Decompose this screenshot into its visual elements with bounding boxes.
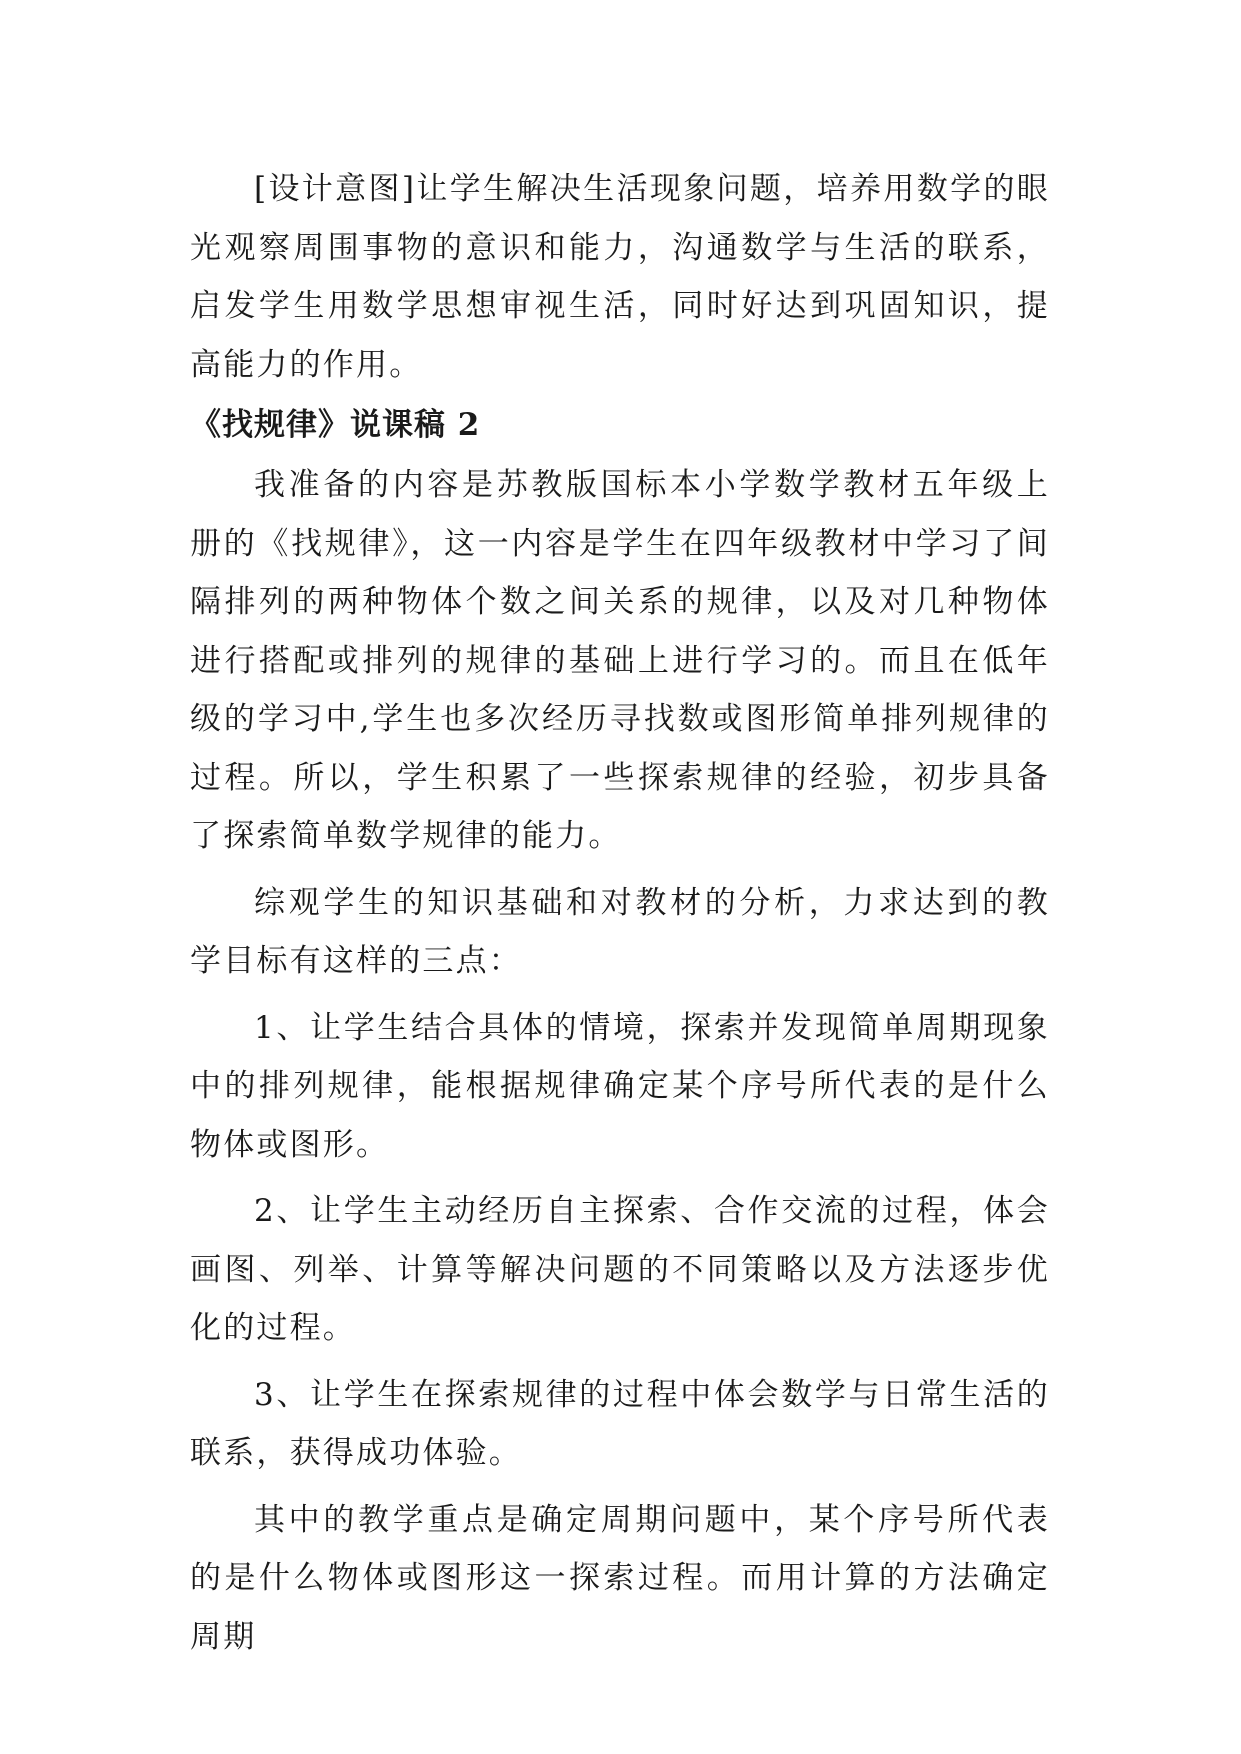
section-title: 《找规律》说课稿 2 xyxy=(190,407,481,443)
design-intent-paragraph: [设计意图]让学生解决生活现象问题，培养用数学的眼光观察周围事物的意识和能力，沟通数学与生活的联系，启发学生用数学思想审视生活，同时好达到巩固知识，提高能力的作用。 xyxy=(190,171,1050,383)
key-point-paragraph: 其中的教学重点是确定周期问题中，某个序号所代表的是什么物体或图形这一探索过程。而用计算的方法确定周期 xyxy=(190,1501,1050,1655)
content-intro-paragraph: 我准备的内容是苏教版国标本小学数学教材五年级上册的《找规律》，这一内容是学生在四年级教材中学习了间隔排列的两种物体个数之间关系的规律，以及对几种物体进行搭配或排列的规律的基础上进行学习的。而且在低年级的学习中,学生也多次经历寻找数或图形简单排列规律的过程。所以，学生积累了一些探索规律的经验，初步具备了探索简单数学规律的能力。 xyxy=(190,467,1050,854)
document-page xyxy=(190,160,1050,1666)
goals-intro-paragraph: 综观学生的知识基础和对教材的分析，力求达到的教学目标有这样的三点： xyxy=(190,884,1050,979)
goal-3-paragraph: 3、让学生在探索规律的过程中体会数学与日常生活的联系，获得成功体验。 xyxy=(190,1376,1050,1471)
goal-2-paragraph: 2、让学生主动经历自主探索、合作交流的过程，体会画图、列举、计算等解决问题的不同策略以及方法逐步优化的过程。 xyxy=(190,1193,1050,1346)
goal-1-paragraph: 1、让学生结合具体的情境，探索并发现简单周期现象中的排列规律，能根据规律确定某个序号所代表的是什么物体或图形。 xyxy=(190,1009,1050,1163)
